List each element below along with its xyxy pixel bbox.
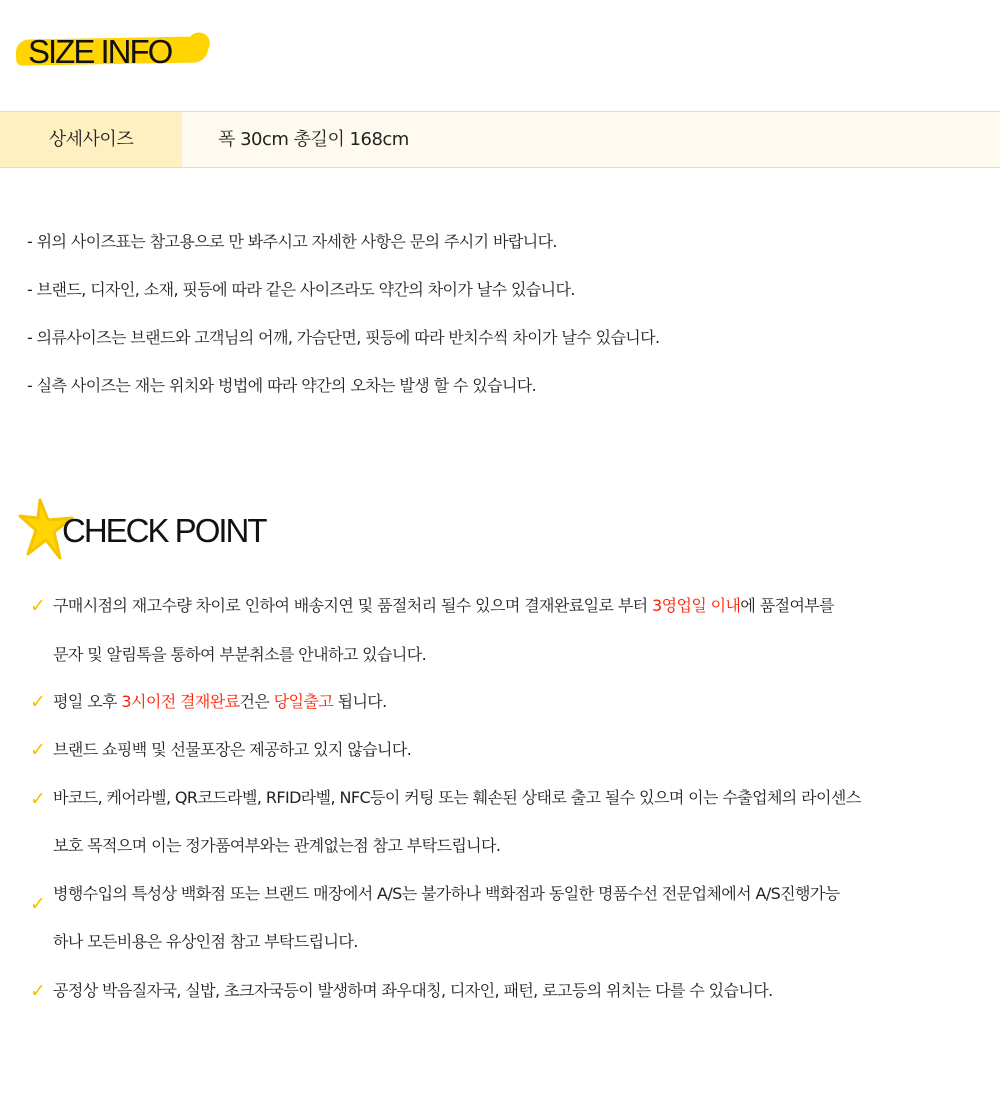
check-item-line: 문자 및 알림톡을 통하여 부분취소를 안내하고 있습니다.: [53, 645, 427, 664]
check-icon: ✓: [30, 893, 46, 915]
check-item-line: 브랜드 쇼핑백 및 선물포장은 제공하고 있지 않습니다.: [53, 740, 412, 759]
note-item: - 위의 사이즈표는 참고용으로 만 봐주시고 자세한 사항은 문의 주시기 바랍니다.: [27, 232, 557, 251]
check-item-line: 평일 오후 3시이전 결재완료건은 당일출고 됩니다.: [53, 692, 387, 711]
check-item-line: 병행수입의 특성상 백화점 또는 브랜드 매장에서 A/S는 불가하나 백화점과 동일한 명품수선 전문업체에서 A/S진행가능: [53, 884, 840, 903]
check-item-line: 하나 모든비용은 유상인점 참고 부탁드립니다.: [53, 932, 358, 951]
check-item-line: 바코드, 케어라벨, QR코드라벨, RFID라벨, NFC등이 커팅 또는 훼손된 상태로 출고 될수 있으며 이는 수출업체의 라이센스: [53, 788, 861, 807]
check-icon: ✓: [30, 691, 46, 713]
highlight-text: 당일출고: [273, 692, 334, 711]
highlight-text: 3시이전 결재완료: [121, 692, 240, 711]
note-item: - 브랜드, 디자인, 소재, 핏등에 따라 같은 사이즈라도 약간의 차이가 날수 있습니다.: [27, 280, 575, 299]
size-info-title: SIZE INFO: [28, 33, 172, 70]
check-item-line: 공정상 박음질자국, 실밥, 초크자국등이 발생하며 좌우대칭, 디자인, 패턴, 로고등의 위치는 다를 수 있습니다.: [53, 981, 773, 1000]
check-item-line: 구매시점의 재고수량 차이로 인하여 배송지연 및 품절처리 될수 있으며 결재완료일로 부터 3영업일 이내에 품절여부를: [53, 596, 835, 615]
check-icon: ✓: [30, 788, 46, 810]
note-item: - 실측 사이즈는 재는 위치와 벙법에 따라 약간의 오차는 발생 할 수 있습니다.: [27, 376, 537, 395]
check-icon: ✓: [30, 595, 46, 617]
highlight-text: 3영업일 이내: [652, 596, 741, 615]
note-item: - 의류사이즈는 브랜드와 고객님의 어깨, 가슴단면, 핏등에 따라 반치수씩 차이가 날수 있습니다.: [27, 328, 660, 347]
check-icon: ✓: [30, 739, 46, 761]
check-icon: ✓: [30, 980, 46, 1002]
check-point-title: CHECK POINT: [62, 512, 266, 549]
check-item-line: 보호 목적으며 이는 정가품여부와는 관계없는점 참고 부탁드립니다.: [53, 836, 501, 855]
size-label: 상세사이즈: [0, 112, 182, 167]
size-value: 폭 30cm 총길이 168cm: [218, 129, 409, 150]
